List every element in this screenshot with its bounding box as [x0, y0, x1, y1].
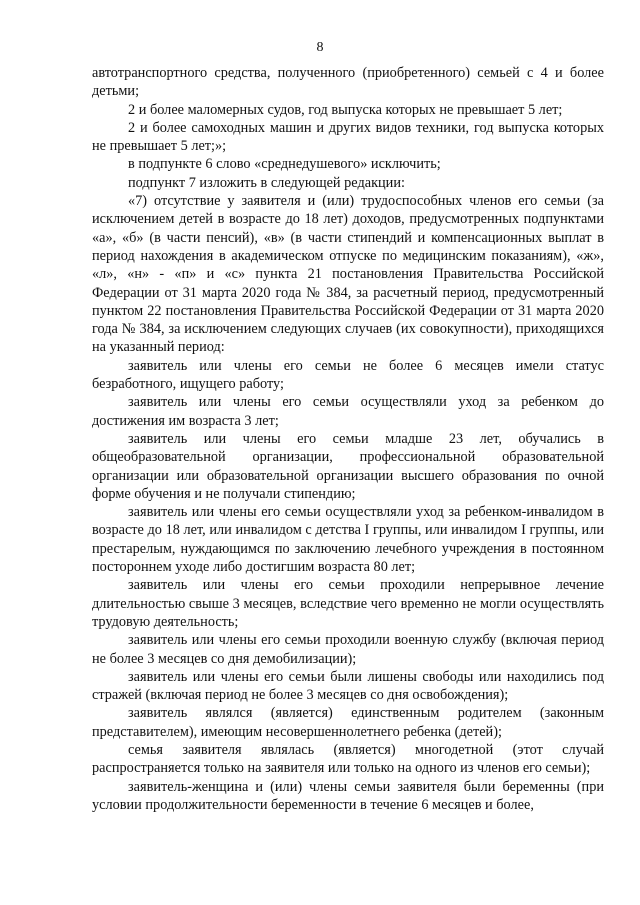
paragraph: заявитель или члены его семьи осуществляли уход за ребенком-инвалидом в возрасте до 18 лет, или инвалидом с детства I группы, или инвалидом I группы, или престарелым, нуждающимся по заключению лечебного учреждения в постоянном постороннем уходе либо достигшим возраста 80 лет;: [92, 504, 604, 576]
paragraph: автотранспортного средства, полученного (приобретенного) семьей с 4 и более детьми;: [92, 65, 604, 100]
paragraph: заявитель или члены его семьи были лишены свободы или находились под стражей (включая период не более 3 месяцев со дня освобождения);: [92, 668, 604, 704]
paragraph: заявитель или члены его семьи не более 6 месяцев имели статус безработного, ищущего работу;: [92, 357, 604, 393]
paragraph: заявитель или члены его семьи проходили непрерывное лечение длительностью свыше 3 месяцев, вследствие чего временно не могли осуществлять трудовую деятельность;: [92, 577, 604, 630]
paragraph: 2 и более маломерных судов, год выпуска которых не превышает 5 лет;: [128, 101, 563, 118]
paragraph: заявитель или члены его семьи осуществляли уход за ребенком до достижения им возраста 3 лет;: [92, 394, 604, 429]
document-body: [92, 64, 604, 814]
page-number: 8: [316, 40, 324, 55]
paragraph: заявитель или члены его семьи проходили военную службу (включая период не более 3 месяцев со дня демобилизации);: [92, 632, 604, 667]
paragraph: заявитель-женщина и (или) члены семьи заявителя были беременны (при условии продолжительности беременности в течение 6 месяцев и более,: [92, 778, 604, 813]
paragraph: заявитель являлся (является) единственным родителем (законным представителем), имеющим несовершеннолетнего ребенка (детей);: [92, 705, 604, 740]
paragraph: в подпункте 6 слово «среднедушевого» исключить;: [128, 156, 441, 173]
paragraph: 2 и более самоходных машин и других видов техники, год выпуска которых не превышает 5 лет;»;: [92, 119, 604, 155]
paragraph: заявитель или члены его семьи младше 23 лет, обучались в общеобразовательной организации, профессиональной образовательной организации или образовательной организации высшего образования по очной форме обучения и не получали стипендию;: [92, 430, 604, 502]
paragraph: подпункт 7 изложить в следующей редакции:: [128, 174, 405, 191]
paragraph: «7) отсутствие у заявителя и (или) трудоспособных членов его семьи (за исключением детей в возрасте до 18 лет) доходов, предусмотренных подпунктами «а», «б» (в части пенсий), «в» (в части стипендий и компенсационных выплат в период нахождения в академическом отпуске по медицинским показаниям), «ж», «л», «н» - «п» и «с» пункта 21 постановления Правительства Российской Федерации от 31 марта 2020 года № 384, за расчетный период, предусмотренный пунктом 22 постановления Правительства Российской Федерации от 31 марта 2020 года № 384, за исключением следующих случаев (их совокупности), приходящихся на указанный период:: [92, 193, 604, 356]
paragraph: семья заявителя являлась (является) многодетной (этот случай распространяется только на заявителя или только на одного из членов его семьи);: [92, 741, 604, 777]
